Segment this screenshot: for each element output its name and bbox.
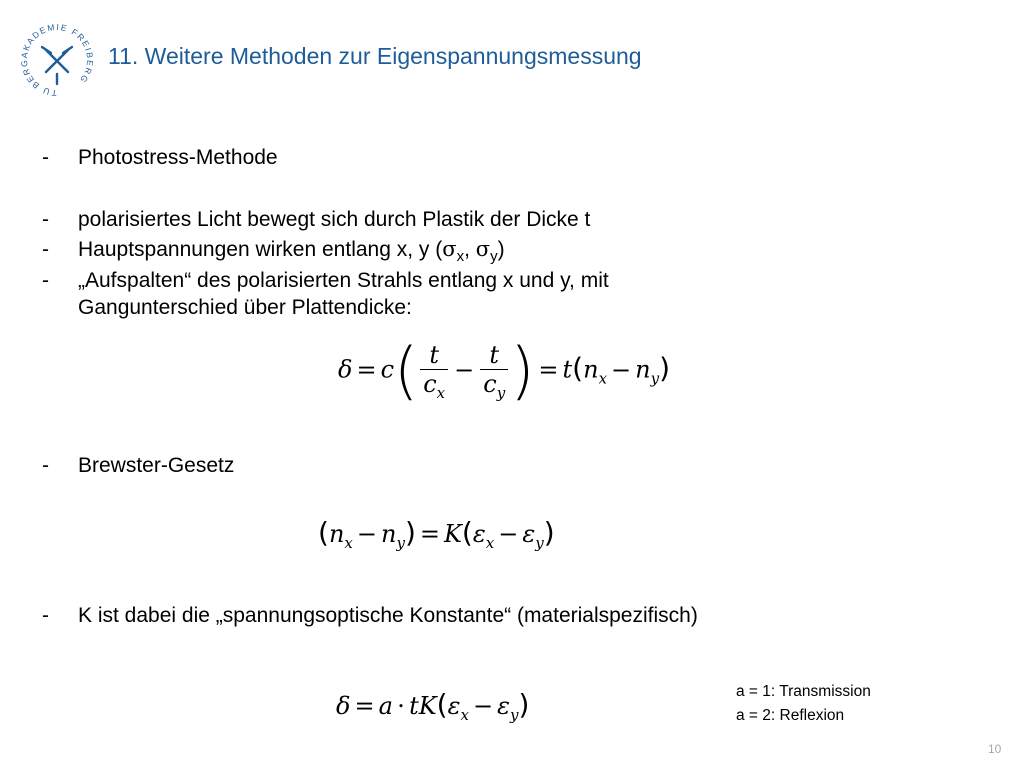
bullet-text: K ist dabei die „spannungsoptische Konstante“ (materialspezifisch) xyxy=(78,604,698,627)
right-paren: ) xyxy=(659,351,671,385)
bullet-photostress xyxy=(42,144,278,171)
equals-sign: = xyxy=(538,355,559,384)
subscript-y: y xyxy=(396,533,405,552)
subscript-y: y xyxy=(509,705,519,724)
sigma-symbol: σ xyxy=(475,237,491,261)
bullet-dash: - xyxy=(42,604,49,627)
minus-sign: − xyxy=(454,355,475,384)
equation-delta-a-tk xyxy=(336,688,529,724)
equals-sign: = xyxy=(354,692,375,720)
epsilon-symbol: ε xyxy=(447,692,461,720)
minus-sign: − xyxy=(611,355,632,384)
bullet-stress-optical-constant xyxy=(42,602,698,629)
page-number: 10 xyxy=(988,742,1002,756)
fraction-t-over-cy xyxy=(480,341,508,402)
delta-symbol: δ xyxy=(338,355,353,384)
dot-operator: ⋅ xyxy=(396,692,406,720)
university-seal-logo xyxy=(12,20,102,96)
bullet-brewster xyxy=(42,452,234,479)
n-symbol: n xyxy=(328,520,345,548)
equals-sign: = xyxy=(356,355,377,384)
page-title: 11. Weitere Methoden zur Eigenspannungsmessung xyxy=(108,43,642,69)
right-paren: ) xyxy=(518,688,530,721)
n-symbol: n xyxy=(635,355,651,384)
t-symbol: t xyxy=(562,355,573,384)
c-symbol: c xyxy=(380,355,395,384)
subscript-x: x xyxy=(344,533,353,552)
equation-path-difference xyxy=(338,334,671,407)
bullet-text-continued: Gangunterschied über Plattendicke: xyxy=(78,296,412,319)
subscript-x: x xyxy=(436,383,446,402)
subscript-x: x xyxy=(485,533,495,552)
subscript-x: x xyxy=(598,369,608,388)
minus-sign: − xyxy=(472,692,494,720)
bullet-text: Brewster-Gesetz xyxy=(78,454,235,477)
tk-symbol: tK xyxy=(409,692,437,720)
bullet-polarized-light xyxy=(42,206,590,233)
bullet-dash: - xyxy=(42,454,49,477)
bullet-text: Photostress-Methode xyxy=(78,146,278,169)
a-symbol: a xyxy=(378,692,393,720)
left-big-paren: ( xyxy=(394,334,419,407)
delta-symbol: δ xyxy=(336,692,351,720)
denominator xyxy=(420,369,448,402)
bullet-dash: - xyxy=(42,208,49,231)
left-paren: ( xyxy=(436,688,448,721)
note-transmission: a = 1: Transmission xyxy=(736,683,871,700)
numerator: t xyxy=(429,340,439,369)
equation-brewster xyxy=(318,516,555,552)
right-paren: ) xyxy=(543,516,555,549)
numerator: t xyxy=(489,340,500,369)
subscript-y: y xyxy=(496,383,506,402)
bullet-splitting xyxy=(42,267,609,321)
left-paren: ( xyxy=(572,351,584,385)
separator: , xyxy=(464,238,476,261)
bullet-dash: - xyxy=(42,238,49,261)
c-symbol: c xyxy=(483,369,497,398)
epsilon-symbol: ε xyxy=(497,692,510,720)
k-symbol: K xyxy=(443,520,462,548)
subscript-y: y xyxy=(650,369,660,388)
bullet-text: Hauptspannungen wirken entlang x, y ( xyxy=(78,238,443,261)
minus-sign: − xyxy=(498,520,519,548)
equals-sign: = xyxy=(419,520,440,548)
sigma-symbol: σ xyxy=(442,237,457,261)
bullet-text: polarisiertes Licht bewegt sich durch Plastik der Dicke t xyxy=(78,208,591,231)
bullet-text: „Aufspalten“ des polarisierten Strahls entlang x und y, mit xyxy=(78,269,609,292)
epsilon-symbol: ε xyxy=(472,520,486,548)
subscript-y: y xyxy=(535,533,544,552)
c-symbol: c xyxy=(423,369,437,398)
subscript-x: x xyxy=(460,705,469,724)
left-paren: ( xyxy=(318,516,329,549)
right-paren: ) xyxy=(404,516,416,549)
bullet-dash: - xyxy=(42,269,49,292)
n-symbol: n xyxy=(380,520,397,548)
right-big-paren: ) xyxy=(510,334,535,407)
left-paren: ( xyxy=(461,516,473,549)
bullet-principal-stresses xyxy=(42,236,505,270)
subscript-y: y xyxy=(490,248,498,266)
n-symbol: n xyxy=(583,355,599,384)
subscript-x: x xyxy=(456,248,465,266)
epsilon-symbol: ε xyxy=(522,520,536,548)
note-reflexion: a = 2: Reflexion xyxy=(736,707,845,724)
fraction-t-over-cx xyxy=(420,341,448,402)
bullet-text-end: ) xyxy=(497,238,505,261)
svg-text:TU BERGAKADEMIE FREIBERG: TU BERGAKADEMIE FREIBERG xyxy=(18,21,96,96)
minus-sign: − xyxy=(356,520,377,548)
bullet-dash: - xyxy=(42,146,49,169)
denominator xyxy=(480,369,508,402)
